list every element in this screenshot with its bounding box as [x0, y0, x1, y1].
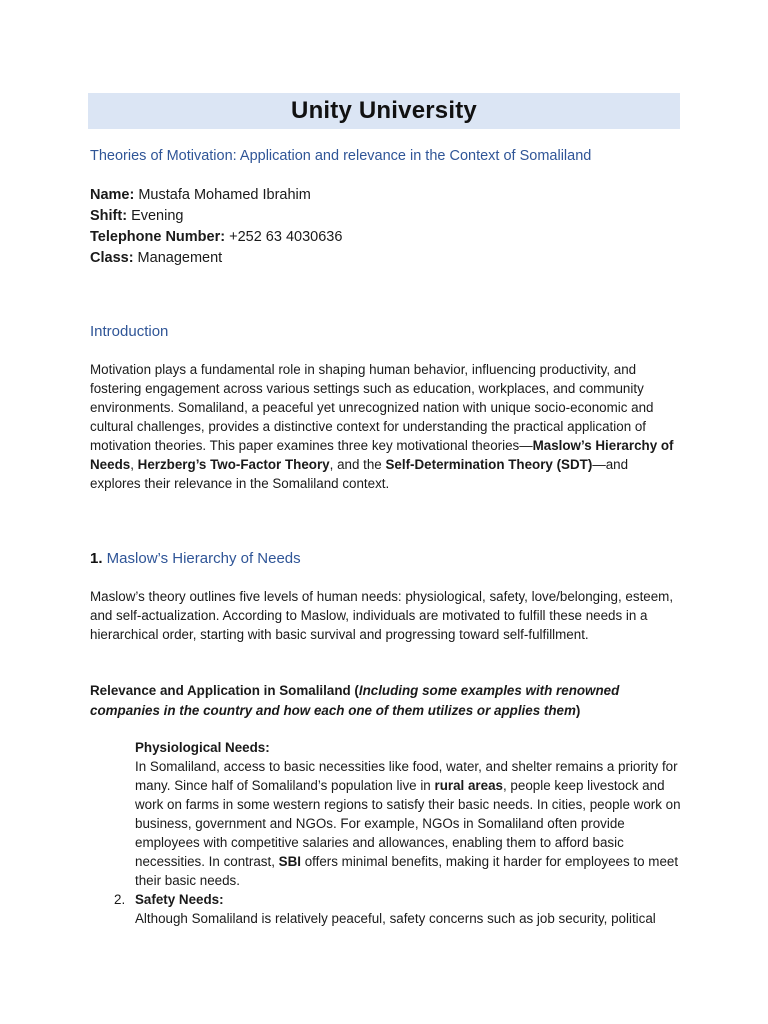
- relevance-italic: Including some examples with renowned companies in the country and how each one of them utilizes or applies them: [90, 683, 620, 718]
- needs-list: [90, 738, 690, 928]
- list-item-safety: [90, 890, 690, 928]
- intro-text-3: , and the: [329, 457, 386, 472]
- class-label: Class:: [90, 250, 134, 266]
- name-line: [90, 185, 342, 206]
- relevance-lead: Relevance and Application in Somaliland (: [90, 683, 359, 698]
- physiological-text: [135, 757, 690, 890]
- relevance-close: ): [575, 703, 581, 718]
- intro-bold-sdt: Self-Determination Theory (SDT): [385, 457, 593, 472]
- title-banner: [88, 93, 680, 129]
- intro-text-1: Motivation plays a fundamental role in shaping human behavior, influencing productivity, and fostering engagement across various settings such as education, workplaces, and community environments. Somaliland, a peaceful yet unrecognized nation with unique socio-economic and cultural challenges, provides a distinctive context for understanding the practical application of motivation theories. This paper examines three key motivational theories—: [90, 362, 654, 453]
- physio-text-e: offers minimal benefits, making it harder for employees to meet their basic needs.: [135, 854, 679, 888]
- introduction-paragraph: [90, 360, 682, 493]
- shift-value: Evening: [127, 208, 184, 224]
- section-1-heading: [90, 550, 301, 567]
- shift-line: [90, 206, 342, 227]
- section-1-title: Maslow’s Hierarchy of Needs: [102, 550, 301, 567]
- safety-label: Safety Needs:: [135, 892, 224, 907]
- class-line: [90, 248, 342, 269]
- class-value: Management: [133, 250, 223, 266]
- physio-text-a: In Somaliland, access to basic necessities like food, water, and shelter remains a priority for many. Since half of Somaliland’s population live in: [135, 759, 678, 793]
- author-info: [90, 185, 342, 269]
- name-label: Name:: [90, 187, 135, 203]
- document-title: Unity University: [291, 97, 477, 124]
- shift-label: Shift:: [90, 208, 128, 224]
- introduction-heading: Introduction: [90, 323, 169, 340]
- physio-text-c: , people keep livestock and work on farms in some western regions to satisfy their basic needs. In cities, people work on business, government and NGOs. For example, NGOs in Somaliland often provide employees with competitive salaries and allowances, enabling them to afford basic necessities. In contrast,: [135, 778, 681, 869]
- physio-bold-sbi: SBI: [278, 854, 301, 869]
- list-item-physiological: [90, 738, 690, 890]
- intro-bold-maslow: Maslow’s Hierarchy of Needs: [90, 438, 674, 472]
- document-subtitle: Theories of Motivation: Application and relevance in the Context of Somaliland: [90, 148, 592, 164]
- telephone-line: [90, 227, 342, 248]
- name-value: Mustafa Mohamed Ibrahim: [134, 187, 311, 203]
- intro-bold-herzberg: Herzberg’s Two-Factor Theory: [137, 457, 330, 472]
- intro-text-4: —and explores their relevance in the Somaliland context.: [90, 457, 629, 491]
- telephone-label: Telephone Number:: [90, 229, 226, 245]
- section-1-paragraph: Maslow’s theory outlines five levels of human needs: physiological, safety, love/belonging, esteem, and self-actualization. According to Maslow, individuals are motivated to fulfill these needs in a hierarchical order, starting with basic survival and progressing toward self-fulfillment.: [90, 589, 674, 642]
- safety-text: Although Somaliland is relatively peaceful, safety concerns such as job security, political: [135, 911, 656, 926]
- physiological-label: Physiological Needs:: [135, 740, 270, 755]
- telephone-value: +252 63 4030636: [225, 229, 343, 245]
- relevance-heading: [90, 681, 690, 721]
- intro-text-2: ,: [130, 457, 138, 472]
- safety-number: 2.: [114, 892, 126, 907]
- section-1-number: 1.: [90, 550, 103, 567]
- physio-bold-rural: rural areas: [434, 778, 503, 793]
